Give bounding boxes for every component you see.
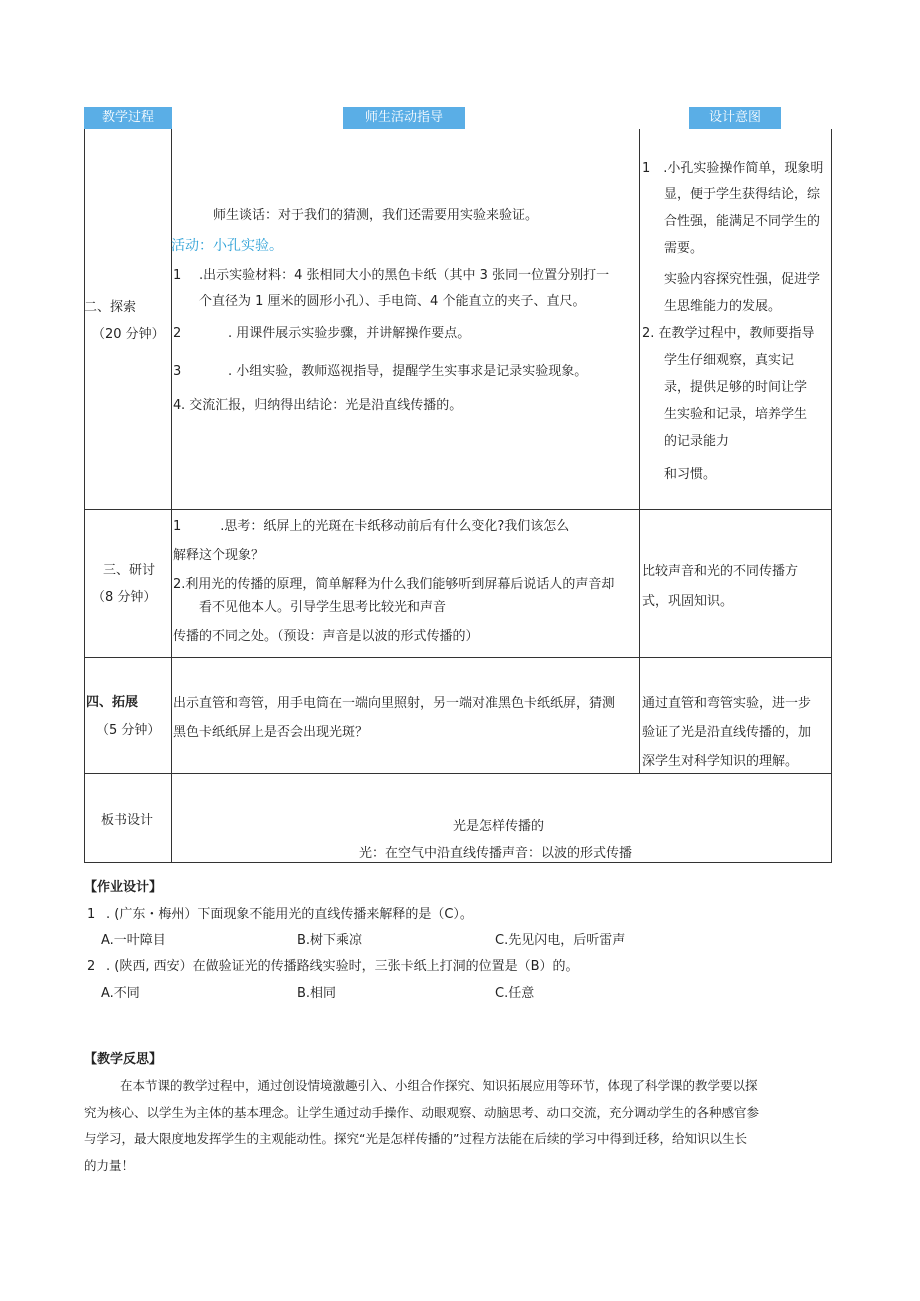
homework-q2-text: . (陕西, 西安）在做验证光的传播路线实验时，三张卡纸上打洞的位置是（B）的。	[106, 959, 579, 974]
explore-intent-line: 1 .小孔实验操作简单，现象明	[642, 161, 824, 176]
step-4-text: . 交流汇报，归纳得出结论：光是沿直线传播的。	[181, 398, 463, 413]
step-3-num: 3	[173, 364, 182, 379]
explore-intent-line: 实验内容探究性强，促进学	[664, 272, 821, 287]
board-title: 光是怎样传播的	[453, 819, 545, 834]
header-teaching-process: 教学过程	[84, 107, 172, 129]
stage-discuss: 三、研讨	[103, 563, 156, 578]
discuss-line: 1 .思考：纸屏上的光斑在卡纸移动前后有什么变化?我们该怎么	[173, 519, 570, 534]
extend-line: 黑色卡纸纸屏上是否会出现光斑？	[173, 725, 369, 740]
reflection-line: 究为核心、以学生为主体的基本理念。让学生通过动手操作、动眼观察、动脑思考、动口交流，充分调动学生的各种感官参	[84, 1105, 760, 1120]
q2-option-a: A.不同	[101, 986, 140, 1001]
step-1-line2: 个直径为 1 厘米的圆形小孔）、手电筒、4 个能直立的夹子、直尺。	[199, 294, 586, 309]
reflection-line: 在本节课的教学过程中，通过创设情境激趣引入、小组合作探究、知识拓展应用等环节，体现了科学课的教学要以探	[120, 1078, 758, 1093]
homework-q1-num: 1	[87, 907, 96, 922]
stage-discuss-time: （8 分钟）	[92, 590, 157, 605]
discuss-line: 2.利用光的传播的原理，简单解释为什么我们能够听到屏幕后说话人的声音却	[173, 577, 615, 592]
discuss-line: 传播的不同之处。（预设：声音是以波的形式传播的）	[173, 629, 479, 644]
discuss-intent-line: 式，巩固知识。	[642, 594, 734, 609]
stage-extend-time: （5 分钟）	[96, 723, 161, 738]
header-activity-guide: 师生活动指导	[343, 107, 465, 129]
explore-intent-line: 合性强，能满足不同学生的	[664, 214, 821, 229]
discuss-intent-line: 比较声音和光的不同传播方	[642, 564, 799, 579]
extend-intent-line: 通过直管和弯管实验，进一步	[642, 696, 812, 711]
explore-intent-line: 录，提供足够的时间让学	[664, 380, 808, 395]
discuss-line: 看不见他本人。引导学生思考比较光和声音	[199, 600, 447, 615]
explore-intent-line: 需要。	[664, 241, 704, 256]
explore-intent-line: 的记录能力	[664, 434, 730, 449]
explore-intent-line: 和习惯。	[664, 467, 717, 482]
extend-intent-line: 验证了光是沿直线传播的，加	[642, 725, 812, 740]
step-1-line1: .出示实验材料：4 张相同大小的黑色卡纸（其中 3 张同一位置分别打一	[199, 268, 610, 283]
q2-option-c: C.任意	[495, 986, 535, 1001]
board-content: 光：在空气中沿直线传播声音：以波的形式传播	[359, 846, 633, 861]
q1-option-b: B.树下乘凉	[297, 933, 363, 948]
explore-intent-line: 学生仔细观察，真实记	[664, 353, 795, 368]
step-3-text: . 小组实验，教师巡视指导，提醒学生实事求是记录实验现象。	[228, 364, 588, 379]
reflection-heading: 【教学反思】	[84, 1052, 163, 1067]
q2-option-b: B.相同	[297, 986, 337, 1001]
stage-extend: 四、拓展	[86, 695, 139, 710]
header-design-intent: 设计意图	[689, 107, 781, 129]
reflection-line: 的力量！	[84, 1158, 135, 1173]
homework-q2-num: 2	[87, 959, 96, 974]
stage-explore-time: （20 分钟）	[92, 327, 165, 342]
step-4-num: 4	[173, 398, 182, 413]
explore-intent-line: 2. 在教学过程中，教师要指导	[642, 326, 815, 341]
q1-option-c: C.先见闪电，后听雷声	[495, 933, 626, 948]
explore-activity-title: 活动：小孔实验。	[171, 238, 283, 254]
extend-line: 出示直管和弯管，用手电筒在一端向里照射，另一端对准黑色卡纸纸屏，猜测	[173, 696, 616, 711]
explore-intro: 师生谈话：对于我们的猜测，我们还需要用实验来验证。	[213, 208, 539, 223]
step-1-num: 1	[173, 268, 182, 283]
explore-intent-line: 生实验和记录，培养学生	[664, 407, 808, 422]
explore-intent-line: 生思维能力的发展。	[664, 299, 782, 314]
homework-q1-text: . (广东・梅州）下面现象不能用光的直线传播来解释的是（C）。	[106, 907, 473, 922]
homework-heading: 【作业设计】	[84, 880, 163, 895]
step-2-text: . 用课件展示实验步骤，并讲解操作要点。	[228, 326, 471, 341]
stage-explore: 二、探索	[84, 300, 137, 315]
reflection-line: 与学习，最大限度地发挥学生的主观能动性。探究“光是怎样传播的”过程方法能在后续的学习中得到迁移，给知识以生长	[84, 1131, 747, 1146]
q1-option-a: A.一叶障目	[101, 933, 166, 948]
step-2-num: 2	[173, 326, 182, 341]
stage-board-design: 板书设计	[101, 813, 154, 828]
discuss-line: 解释这个现象？	[173, 548, 265, 563]
extend-intent-line: 深学生对科学知识的理解。	[642, 754, 799, 769]
explore-intent-line: 显，便于学生获得结论，综	[664, 187, 821, 202]
